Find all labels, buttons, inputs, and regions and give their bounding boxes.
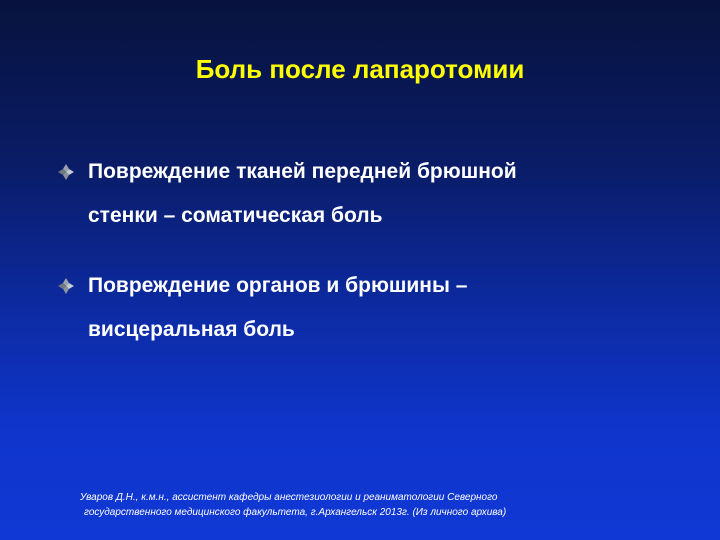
bullet-line: Повреждение органов и брюшины – (88, 274, 468, 297)
bullet-text (88, 264, 698, 352)
bullet-item (58, 264, 698, 352)
bullet-item (58, 150, 698, 238)
bullet-line: висцеральная боль (88, 318, 295, 341)
diamond-bullet-icon (58, 278, 74, 294)
footnote-line: государственного медицинского факультета, г.Архангельск 2013г. (Из личного архива) (84, 507, 507, 518)
bullet-line: Повреждение тканей передней брюшной (88, 160, 517, 183)
diamond-bullet-icon (58, 164, 74, 180)
footnote-line: Уваров Д.Н., к.м.н., ассистент кафедры анестезиологии и реаниматологии Северного (80, 492, 498, 503)
source-footnote (80, 490, 640, 520)
bullet-text (88, 150, 698, 238)
bullet-line: стенки – соматическая боль (88, 204, 383, 227)
slide-title: Боль после лапаротомии (195, 54, 525, 84)
